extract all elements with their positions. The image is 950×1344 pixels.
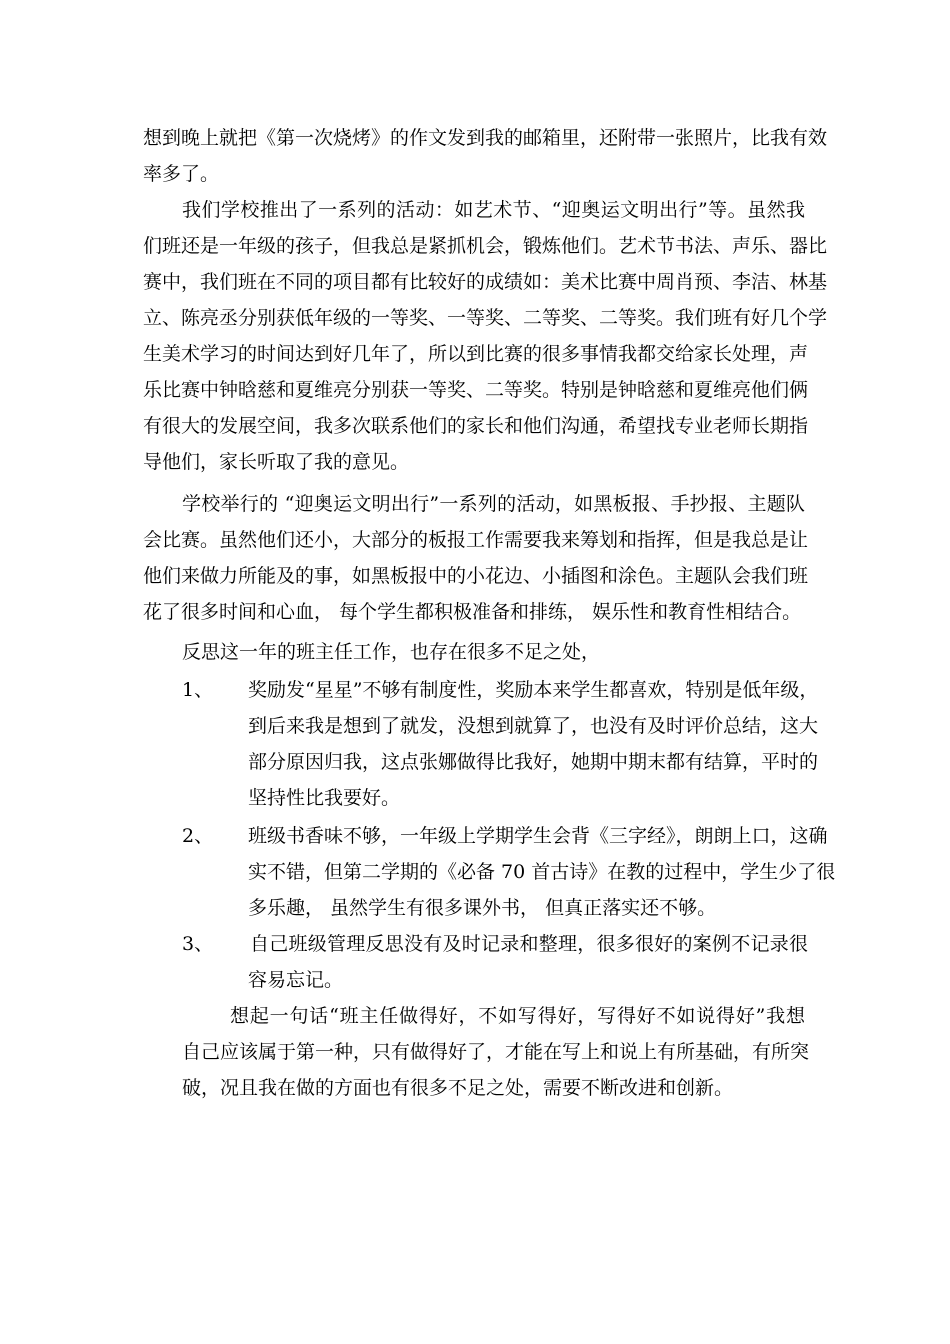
list-item-number: 2、	[182, 825, 214, 847]
list-item-line: 坚持性比我要好。	[248, 787, 401, 809]
list-item-line: 部分原因归我，这点张娜做得比我好，她期中期末都有结算，平时的	[248, 751, 819, 773]
paragraph-line: 生美术学习的时间达到好几年了，所以到比赛的很多事情我都交给家长处理，声	[143, 343, 809, 365]
paragraph-line: 反思这一年的班主任工作，也存在很多不足之处，	[182, 641, 601, 663]
list-item-number: 1、	[182, 679, 214, 701]
paragraph-line: 想到晚上就把《第一次烧烤》的作文发到我的邮箱里，还附带一张照片，比我有效	[143, 127, 828, 149]
list-item-line: 自己班级管理反思没有及时记录和整理，很多很好的案例不记录很	[250, 933, 808, 955]
list-item-line: 到后来我是想到了就发，没想到就算了，也没有及时评价总结，这大	[248, 715, 819, 737]
paragraph-line: 自己应该属于第一种，只有做得好了，才能在写上和说上有所基础，有所突	[182, 1041, 810, 1063]
paragraph-line: 乐比赛中钟晗慈和夏维亮分别获一等奖、二等奖。特别是钟晗慈和夏维亮他们俩	[143, 379, 809, 401]
paragraph-line: 赛中，我们班在不同的项目都有比较好的成绩如：美术比赛中周肖预、李洁、林基	[143, 271, 828, 293]
paragraph-line: 破，况且我在做的方面也有很多不足之处，需要不断改进和创新。	[182, 1077, 734, 1099]
paragraph-line: 我们学校推出了一系列的活动：如艺术节、“迎奥运文明出行”等。虽然我	[182, 199, 805, 221]
paragraph-line: 他们来做力所能及的事，如黑板报中的小花边、小插图和涂色。主题队会我们班	[143, 565, 809, 587]
list-item-line: 多乐趣， 虽然学生有很多课外书， 但真正落实还不够。	[248, 897, 717, 919]
list-item-line: 奖励发“星星”不够有制度性，奖励本来学生都喜欢，特别是低年级，	[248, 679, 819, 701]
list-item-line: 班级书香味不够，一年级上学期学生会背《三字经》，朗朗上口，这确	[248, 825, 828, 847]
paragraph-line: 会比赛。虽然他们还小，大部分的板报工作需要我来筹划和指挥，但是我总是让	[143, 529, 809, 551]
list-item-line: 实不错，但第二学期的《必备 70 首古诗》在教的过程中，学生少了很	[248, 861, 836, 883]
paragraph-line: 们班还是一年级的孩子，但我总是紧抓机会，锻炼他们。艺术节书法、声乐、器比	[143, 235, 828, 257]
paragraph-line: 学校举行的 “迎奥运文明出行”一系列的活动，如黑板报、手抄报、主题队	[182, 493, 805, 515]
paragraph-line: 立、陈亮丞分别获低年级的一等奖、一等奖、二等奖、二等奖。我们班有好几个学	[143, 307, 828, 329]
paragraph-line: 想起一句话“班主任做得好，不如写得好，写得好不如说得好”我想	[230, 1005, 805, 1027]
paragraph-line: 率多了。	[143, 163, 220, 185]
list-item-line: 容易忘记。	[248, 969, 344, 991]
paragraph-line: 导他们，家长听取了我的意见。	[143, 451, 410, 473]
paragraph-line: 有很大的发展空间，我多次联系他们的家长和他们沟通，希望找专业老师长期指	[143, 415, 809, 437]
list-item-number: 3、	[182, 933, 214, 955]
paragraph-line: 花了很多时间和心血， 每个学生都积极准备和排练， 娱乐性和教育性相结合。	[143, 601, 802, 623]
